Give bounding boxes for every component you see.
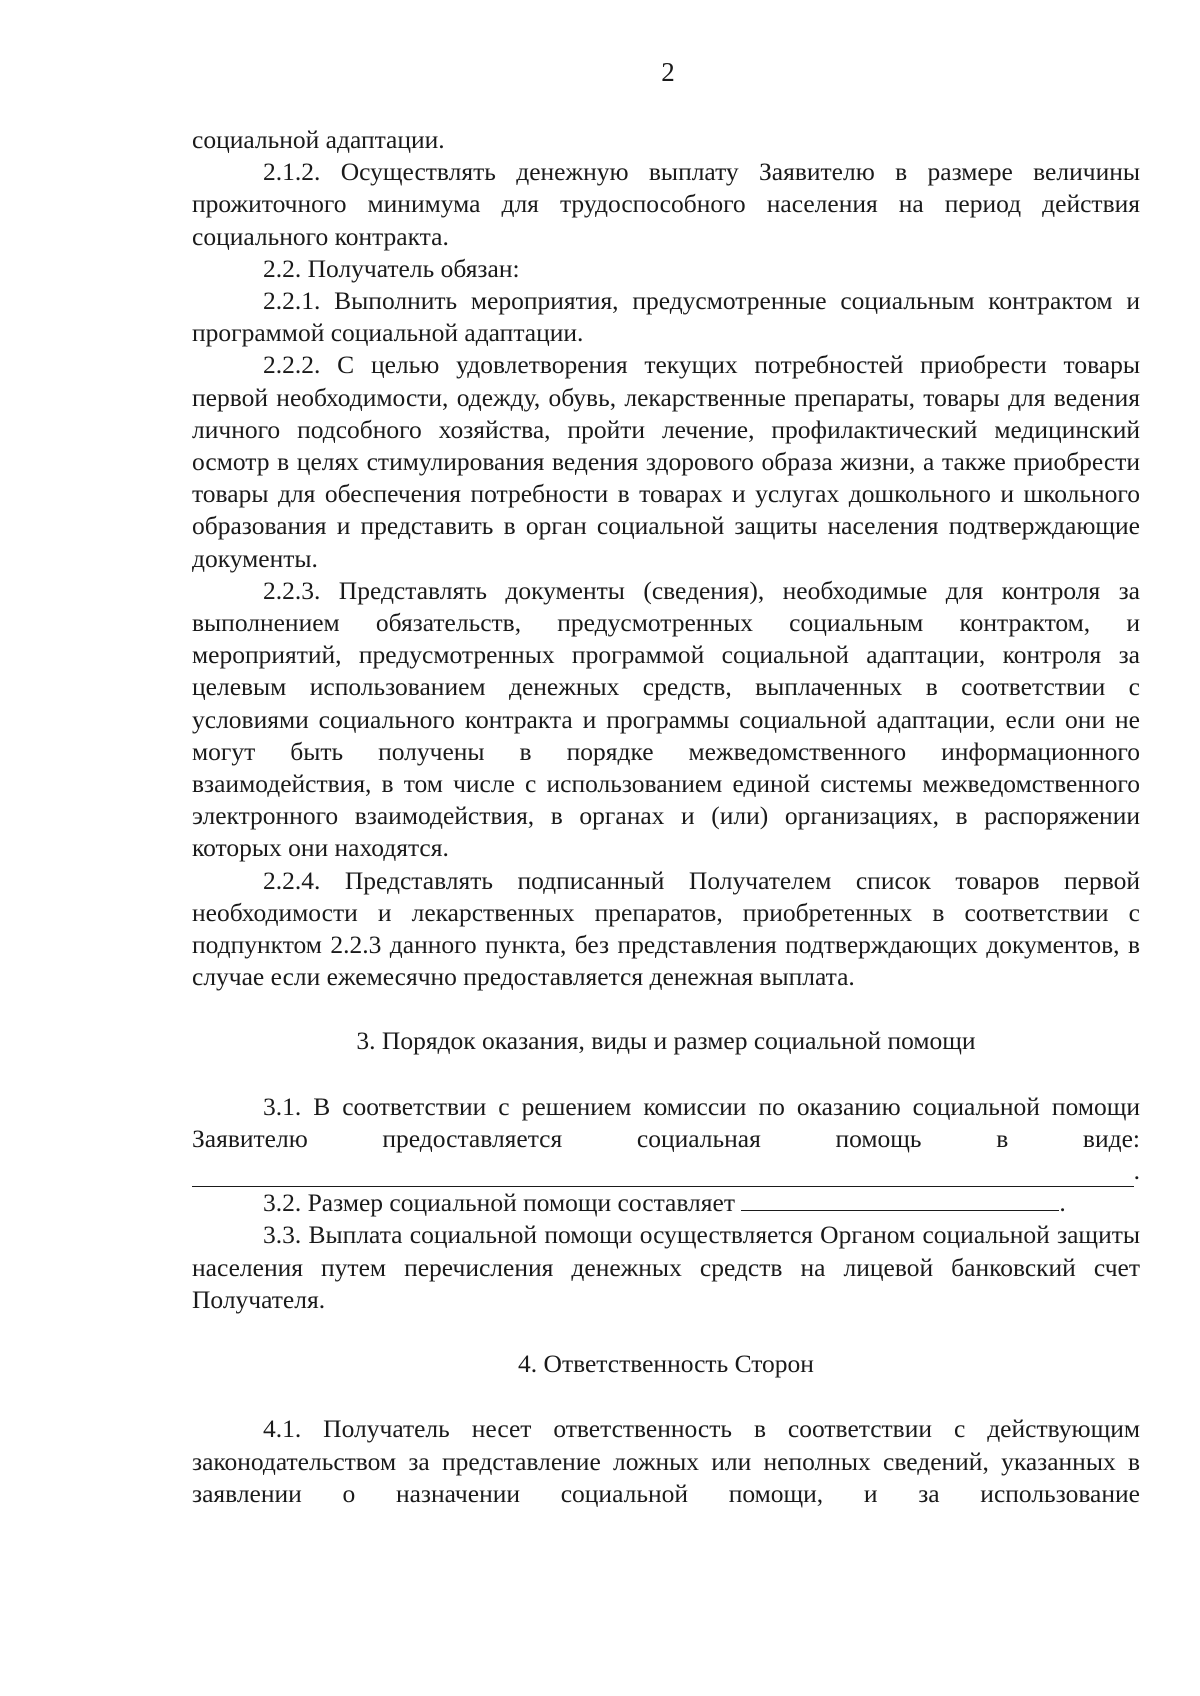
line-end-period: .	[1059, 1188, 1066, 1218]
line-end-period: .	[1133, 1156, 1140, 1186]
page-number: 2	[661, 57, 675, 87]
spacer	[192, 1058, 1140, 1091]
spacer	[192, 993, 1140, 1025]
paragraph-continuation: социальной адаптации.	[192, 125, 445, 154]
paragraph-3-1: 3.1. В соответствии с решением комиссии по оказанию социальной помощи Заявителю предоставляется социальная помощь в виде:	[192, 1091, 1140, 1153]
paragraph-2-2: 2.2. Получатель обязан:	[263, 253, 520, 283]
paragraph-2-1-2: 2.1.2. Осуществлять денежную выплату Заявителю в размере величины прожиточного минимума для трудоспособного населения на период действия социального контракта.	[192, 157, 1140, 251]
document-body	[192, 124, 1140, 1510]
paragraph-2-2-3: 2.2.3. Представлять документы (сведения), необходимые для контроля за выполнением обязательств, предусмотренных социальным контрактом, и мероприятий, предусмотренных программой социальной адаптации, контроля за целевым использованием денежных средств, выплаченных в соответствии с условиями социального контракта и программы социальной адаптации, если они не могут быть получены в порядке межведомственного информационного взаимодействия, в том числе с использованием единой системы межведомственного электронного взаимодействия, в органах и (или) организациях, в распоряжении которых они находятся.	[192, 575, 1140, 863]
paragraph-2-2-2: 2.2.2. С целью удовлетворения текущих потребностей приобрести товары первой необходимости, одежду, обувь, лекарственные препараты, товары для ведения личного подсобного хозяйства, пройти лечение, профилактический медицинский осмотр в целях стимулирования ведения здорового образа жизни, а также приобрести товары для обеспечения потребности в товарах и услугах дошкольного и школьного образования и представить в орган социальной защиты населения подтверждающие документы.	[192, 350, 1140, 573]
section-heading-3: 3. Порядок оказания, виды и размер социальной помощи	[356, 1026, 976, 1056]
paragraph-2-2-1: 2.2.1. Выполнить мероприятия, предусмотренные социальным контрактом и программой социальной адаптации.	[192, 286, 1140, 348]
fill-in-line-assistance-type	[192, 1155, 1140, 1187]
paragraph-3-2-text: 3.2. Размер социальной помощи составляет	[263, 1188, 735, 1218]
spacer	[192, 1316, 1140, 1348]
spacer	[192, 1380, 1140, 1413]
paragraph-4-1: 4.1. Получатель несет ответственность в соответствии с действующим законодательством за представление ложных или неполных сведений, указанных в заявлении о назначении социальной помощи, и за использование	[192, 1414, 1140, 1508]
paragraph-3-2	[192, 1187, 1140, 1219]
section-heading-4: 4. Ответственность Сторон	[518, 1349, 814, 1379]
fill-in-blank-amount	[741, 1188, 1059, 1211]
paragraph-2-2-4: 2.2.4. Представлять подписанный Получателем список товаров первой необходимости и лекарственных препаратов, приобретенных в соответствии с подпунктом 2.2.3 данного пункта, без представления подтверждающих документов, в случае если ежемесячно предоставляется денежная выплата.	[192, 865, 1140, 992]
blank-rule	[192, 1162, 1134, 1187]
paragraph-3-3: 3.3. Выплата социальной помощи осуществляется Органом социальной защиты населения путем перечисления денежных средств на лицевой банковский счет Получателя.	[192, 1220, 1140, 1314]
